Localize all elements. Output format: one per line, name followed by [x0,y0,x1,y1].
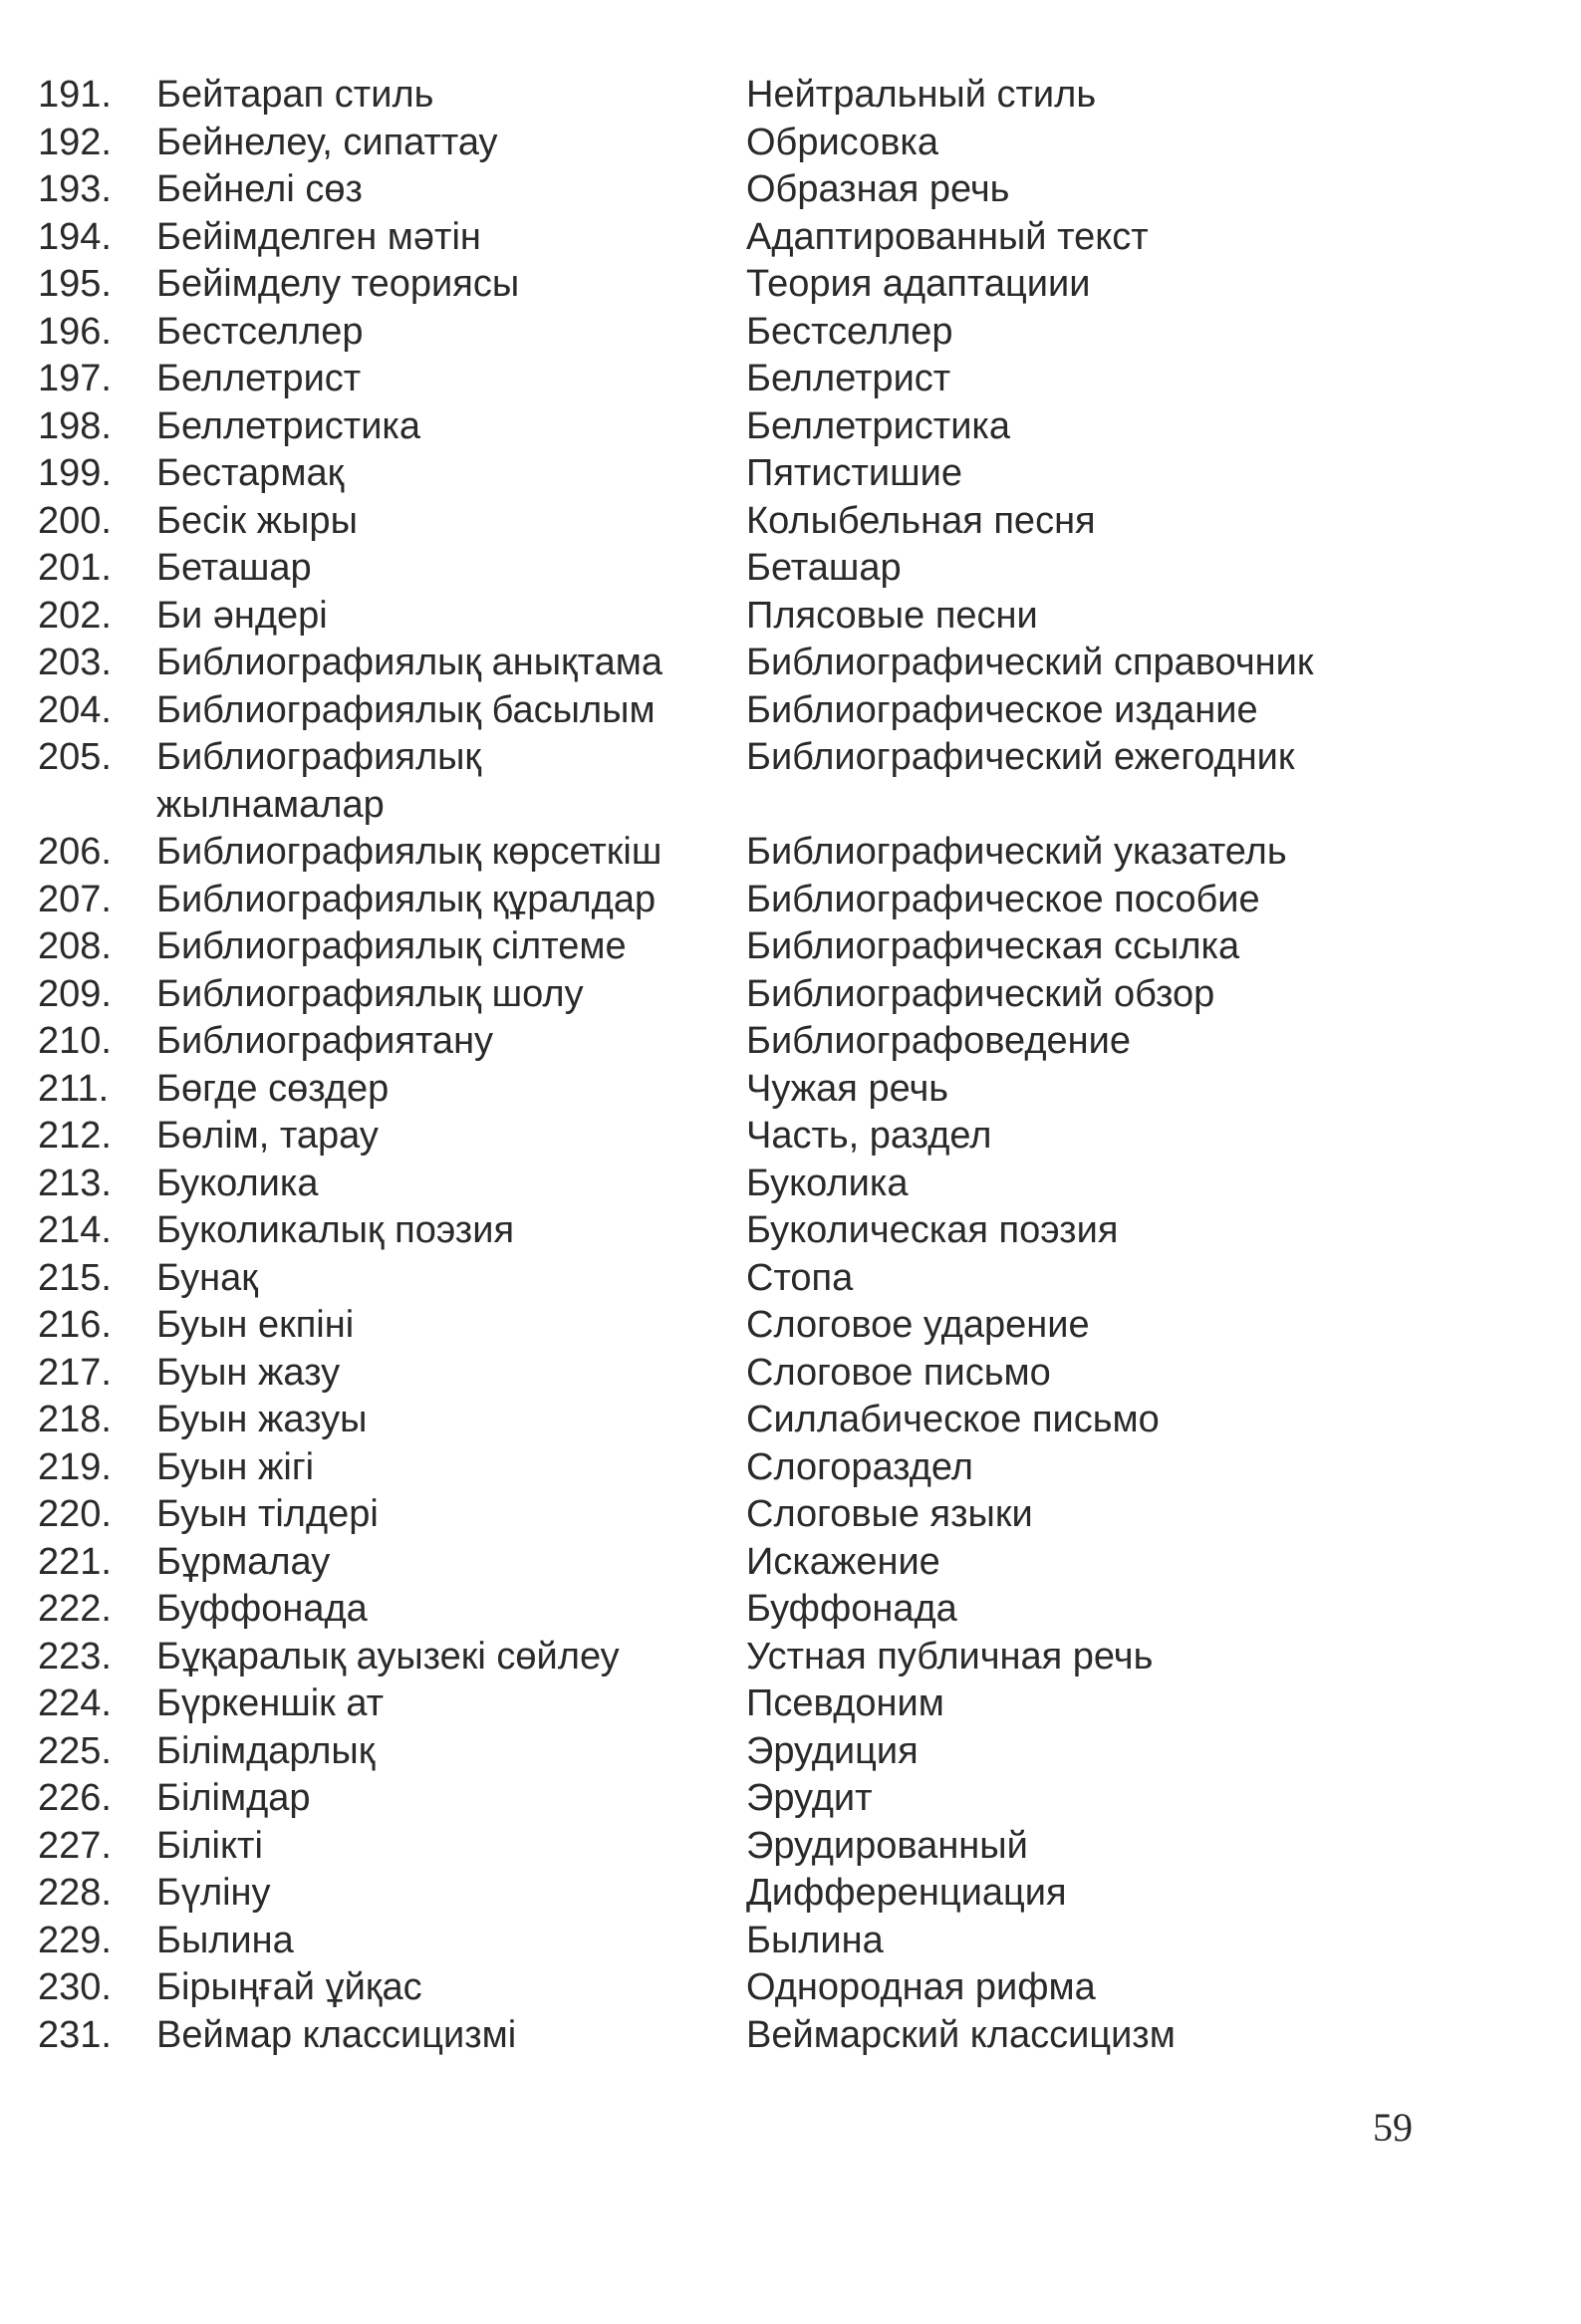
kazakh-term: Бейімделген мәтін [156,215,481,258]
russian-term: Веймарский классицизм [746,2013,1176,2056]
entry-number: 202. [38,594,112,637]
glossary-row [38,1870,1413,1918]
glossary-row [38,1161,1413,1208]
russian-term: Слоговое письмо [746,1351,1051,1394]
russian-term: Адаптированный текст [746,215,1149,258]
russian-term: Пятистишие [746,452,962,494]
kazakh-term: Буколикалық поэзия [156,1209,515,1251]
glossary-row [38,1397,1413,1444]
kazakh-term: Буын жазу [156,1351,341,1394]
kazakh-term: Бунақ [156,1256,258,1299]
russian-term: Беллетрист [746,358,951,399]
kazakh-term: Буын жігі [156,1445,315,1488]
kazakh-term: Буффонада [156,1588,368,1630]
russian-term: Дифференциация [746,1872,1067,1914]
entry-number: 212. [38,1115,112,1157]
entry-number: 199. [38,452,112,494]
entry-number: 200. [38,499,112,542]
russian-term: Былина [746,1919,884,1961]
kazakh-term: Былина [156,1919,294,1961]
kazakh-term: Библиографиялық сілтеме [156,925,627,967]
kazakh-term: Библиографиялық жылнамалар [156,736,482,826]
entry-number: 201. [38,547,112,589]
russian-term: Беташар [746,547,902,589]
kazakh-term: Библиографиялық басылым [156,688,656,731]
entry-number: 227. [38,1824,112,1867]
glossary-row [38,640,1413,687]
glossary-row [38,1491,1413,1539]
glossary-row [38,498,1413,546]
kazakh-term: Бірыңғай ұйқас [156,1966,422,2008]
glossary-row [38,120,1413,167]
entry-number: 220. [38,1493,112,1535]
russian-term: Бестселлер [746,310,953,353]
entry-number: 217. [38,1351,112,1394]
glossary-row [38,1350,1413,1398]
kazakh-term: Бүліну [156,1872,271,1914]
entry-number: 224. [38,1682,112,1724]
russian-term: Библиографическая ссылка [746,925,1240,967]
entry-number: 203. [38,642,112,683]
glossary-row [38,1444,1413,1492]
entry-number: 198. [38,404,112,447]
glossary-row [38,356,1413,403]
glossary-row [38,1066,1413,1114]
glossary-row [38,1728,1413,1776]
russian-term: Чужая речь [746,1067,949,1110]
russian-term: Эрудит [746,1777,873,1819]
kazakh-term: Веймар классицизмі [156,2013,517,2056]
russian-term: Нейтральный стиль [746,74,1097,116]
entry-number: 215. [38,1256,112,1299]
glossary-row [38,450,1413,498]
entry-number: 216. [38,1304,112,1346]
russian-term: Библиографический указатель [746,831,1287,873]
russian-term: Библиографический обзор [746,972,1215,1015]
entry-number: 223. [38,1635,112,1678]
entry-number: 225. [38,1729,112,1772]
glossary-row [38,1586,1413,1634]
kazakh-term: Бестармақ [156,452,345,494]
entry-number: 194. [38,215,112,258]
russian-term: Библиографический справочник [746,642,1314,683]
glossary-row [38,1775,1413,1823]
kazakh-term: Білімдар [156,1777,311,1819]
glossary-row [38,593,1413,641]
glossary-row [38,687,1413,735]
glossary-row [38,1302,1413,1350]
entry-number: 192. [38,121,112,163]
kazakh-term: Бестселлер [156,310,364,353]
entry-number: 208. [38,925,112,967]
entry-number: 193. [38,168,112,210]
glossary-row [38,971,1413,1019]
russian-term: Колыбельная песня [746,499,1096,542]
kazakh-term: Бейнелеу, сипаттау [156,121,498,163]
kazakh-term: Бейтарап стиль [156,74,434,116]
glossary-row [38,1634,1413,1681]
glossary-row [38,1018,1413,1066]
glossary-row [38,1113,1413,1161]
russian-term: Беллетристика [746,404,1011,447]
glossary-row [38,214,1413,262]
glossary-row [38,1255,1413,1303]
russian-term: Библиографоведение [746,1020,1131,1062]
russian-term: Эрудированный [746,1824,1028,1867]
russian-term: Силлабическое письмо [746,1399,1160,1440]
glossary-row [38,877,1413,924]
russian-term: Буколика [746,1162,909,1204]
kazakh-term: Бөгде сөздер [156,1067,390,1110]
glossary-row [38,734,1413,829]
entry-number: 222. [38,1588,112,1630]
kazakh-term: Буын жазуы [156,1399,368,1440]
kazakh-term: Беллетрист [156,358,362,399]
glossary-row [38,545,1413,593]
glossary-row [38,1964,1413,2012]
kazakh-term: Білікті [156,1824,263,1867]
russian-term: Однородная рифма [746,1966,1096,2008]
entry-number: 226. [38,1777,112,1819]
entry-number: 214. [38,1209,112,1251]
glossary-row [38,309,1413,357]
glossary-list [38,72,1413,2059]
russian-term: Буколическая поэзия [746,1209,1119,1251]
kazakh-term: Буын тілдері [156,1493,379,1535]
kazakh-term: Бұқаралық ауызекі сөйлеу [156,1635,620,1678]
russian-term: Слогораздел [746,1445,973,1488]
kazakh-term: Буколика [156,1162,319,1204]
glossary-row [38,1539,1413,1587]
entry-number: 197. [38,358,112,399]
glossary-row [38,261,1413,309]
kazakh-term: Бейнелі сөз [156,168,363,210]
entry-number: 211. [38,1067,110,1110]
russian-term: Библиографический ежегодник [746,736,1295,778]
kazakh-term: Библиографиялық көрсеткіш [156,831,662,873]
kazakh-term: Буын екпіні [156,1304,355,1346]
entry-number: 230. [38,1966,112,2008]
kazakh-term: Би әндері [156,594,328,637]
kazakh-term: Библиографиялық анықтама [156,642,663,683]
russian-term: Теория адаптациии [746,263,1091,305]
glossary-row [38,829,1413,877]
entry-number: 209. [38,972,112,1015]
russian-term: Стопа [746,1256,854,1299]
entry-number: 204. [38,688,112,731]
russian-term: Псевдоним [746,1682,944,1724]
glossary-row [38,923,1413,971]
kazakh-term: Библиографиятану [156,1020,494,1062]
glossary-row [38,403,1413,451]
russian-term: Часть, раздел [746,1115,992,1157]
page-number: 59 [1373,2105,1413,2150]
entry-number: 210. [38,1020,112,1062]
kazakh-term: Бесік жыры [156,499,358,542]
russian-term: Библиографическое пособие [746,878,1260,920]
entry-number: 207. [38,878,112,920]
kazakh-term: Бейімделу теориясы [156,263,520,305]
russian-term: Образная речь [746,168,1010,210]
russian-term: Плясовые песни [746,594,1038,637]
kazakh-term: Беллетристика [156,404,421,447]
russian-term: Слоговое ударение [746,1304,1090,1346]
russian-term: Эрудиция [746,1729,919,1772]
kazakh-term: Бүркеншік ат [156,1682,385,1724]
glossary-row [38,1207,1413,1255]
kazakh-term: Библиографиялық құралдар [156,878,657,920]
kazakh-term: Беташар [156,547,312,589]
entry-number: 229. [38,1919,112,1961]
entry-number: 213. [38,1162,112,1204]
russian-term: Устная публичная речь [746,1635,1154,1678]
russian-term: Искажение [746,1540,940,1583]
entry-number: 205. [38,736,112,778]
kazakh-term: Білімдарлық [156,1729,376,1772]
kazakh-term: Бөлім, тарау [156,1115,379,1157]
glossary-row [38,166,1413,214]
glossary-row [38,2012,1413,2060]
entry-number: 219. [38,1445,112,1488]
entry-number: 196. [38,310,112,353]
kazakh-term: Бұрмалау [156,1540,331,1583]
russian-term: Буффонада [746,1588,957,1630]
glossary-row [38,1918,1413,1965]
entry-number: 195. [38,263,112,305]
kazakh-term: Библиографиялық шолу [156,972,584,1015]
entry-number: 221. [38,1540,112,1583]
entry-number: 206. [38,831,112,873]
entry-number: 218. [38,1399,112,1440]
russian-term: Слоговые языки [746,1493,1033,1535]
russian-term: Обрисовка [746,121,939,163]
glossary-row [38,1823,1413,1871]
russian-term: Библиографическое издание [746,688,1258,731]
entry-number: 191. [38,74,112,116]
glossary-row [38,1680,1413,1728]
glossary-row [38,72,1413,120]
entry-number: 228. [38,1872,112,1914]
entry-number: 231. [38,2013,112,2056]
